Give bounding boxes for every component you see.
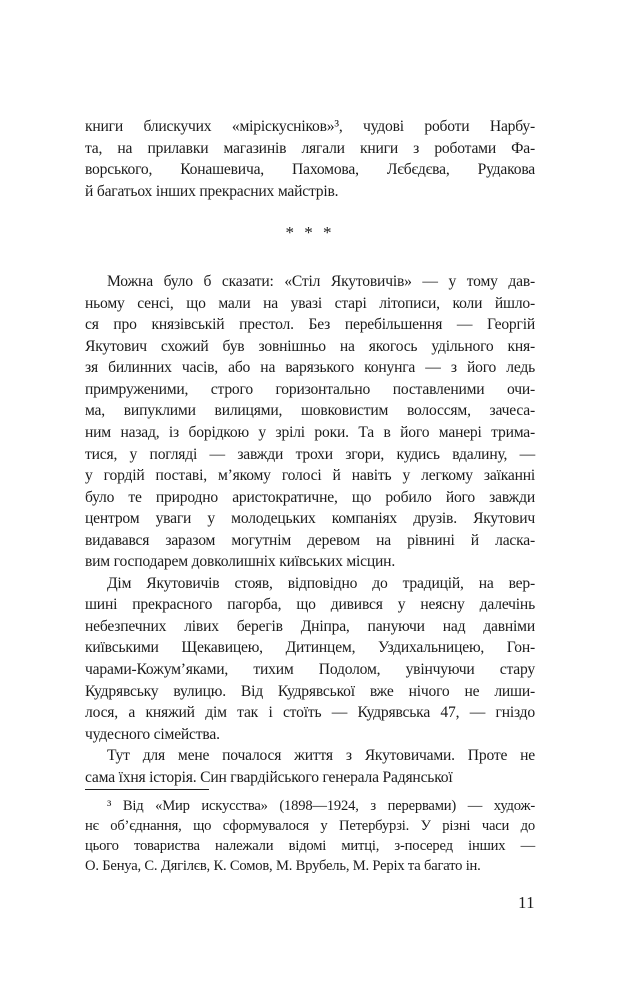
text-line: та, на прилавки магазинів лягали книги з роботами Фа-: [85, 139, 535, 157]
paragraph: [85, 271, 535, 573]
page-number: 11: [518, 893, 535, 912]
footnote: [85, 789, 535, 876]
text-line: лося, а княжий дім так і стоїть — Кудрявська 47, — гніздо: [85, 704, 535, 722]
section-separator: * * *: [285, 223, 335, 243]
text-line: ма, випуклими вилицями, шовковистим волоссям, зачеса-: [85, 402, 535, 420]
text-line: Можна було б сказати: «Стіл Якутовичів» — у тому дав-: [107, 273, 535, 291]
text-block: [85, 116, 535, 788]
text-line: Якутович схожий був зовнішньо на якогось удільного кня-: [85, 337, 535, 355]
text-line: примруженими, строго горизонтально поставленими очи-: [85, 380, 535, 398]
text-line: чарами-Кожум’яками, тихим Подолом, увінчуючи стару: [85, 661, 535, 679]
text-line: шині прекрасного пагорба, що дивився у неясну далечінь: [85, 596, 535, 614]
text-line: небезпечних лівих берегів Дніпра, пануючи над давніми: [85, 617, 535, 635]
paragraph: [85, 745, 535, 788]
text-line: київськими Щекавицею, Дитинцем, Уздихальницею, Гон-: [85, 639, 535, 657]
footnote-rule: [85, 789, 209, 790]
text-line: Кудрявську вулицю. Від Кудрявської вже нічого не лиши-: [85, 682, 535, 700]
footnote-text: [85, 796, 535, 876]
paragraph: [85, 573, 535, 745]
text-line: у гордій поставі, м’якому голосі й навіть у легкому заїканні: [85, 467, 535, 485]
text-line: Дім Якутовичів стояв, відповідно до традицій, на вер-: [107, 574, 535, 592]
body-text: [85, 116, 535, 788]
text-line: видавався заразом могутнім деревом на рівнині й ласка-: [85, 531, 535, 549]
text-line: ворського, Конашевича, Пахомова, Лєбєдєва, Рудакова: [85, 161, 535, 179]
text-line: сама їхня історія. Син гвардійського генерала Радянської: [85, 768, 453, 786]
text-line: тися, у погляді — завжди трохи згори, кудись вдалину, —: [85, 445, 535, 463]
text-line: й багатьох інших прекрасних майстрів.: [85, 182, 339, 200]
footnote-line: ³ Від «Мир искусства» (1898—1924, з перервами) — худож-: [107, 798, 535, 814]
text-line: центром уваги у молодецьких компаніях друзів. Якутович: [85, 510, 535, 528]
footnote-line: нє об’єднання, що сформувалося у Петербурзі. У різні часи до: [85, 818, 535, 835]
paragraph: [85, 116, 535, 202]
text-line: книги блискучих «міріскусніков»³, чудові роботи Нарбу-: [85, 118, 535, 135]
text-line: ньому сенсі, що мали на увазі старі літописи, коли йшло-: [85, 294, 535, 312]
text-line: Тут для мене почалося життя з Якутовичами. Проте не: [107, 747, 535, 765]
text-line: вим господарем довколишніх київських місцин.: [85, 553, 396, 571]
text-line: зя билинних часів, або на варязького конунга — з його ледь: [85, 359, 535, 377]
text-line: чудесного сімейства.: [85, 725, 220, 743]
footnote-line: О. Бенуа, С. Дягілєв, К. Сомов, М. Врубель, М. Реріх та багато ін.: [85, 858, 481, 875]
text-line: було те природно аристократичне, що робило його завжди: [85, 488, 535, 506]
text-line: ся про князівській престол. Без перебільшення — Георгій: [85, 316, 535, 334]
footnote-line: цього товариства належали відомі митці, з-посеред інших —: [85, 838, 535, 855]
text-line: ним назад, із борідкою у зрілі роки. Та в його манері трима-: [85, 424, 535, 442]
